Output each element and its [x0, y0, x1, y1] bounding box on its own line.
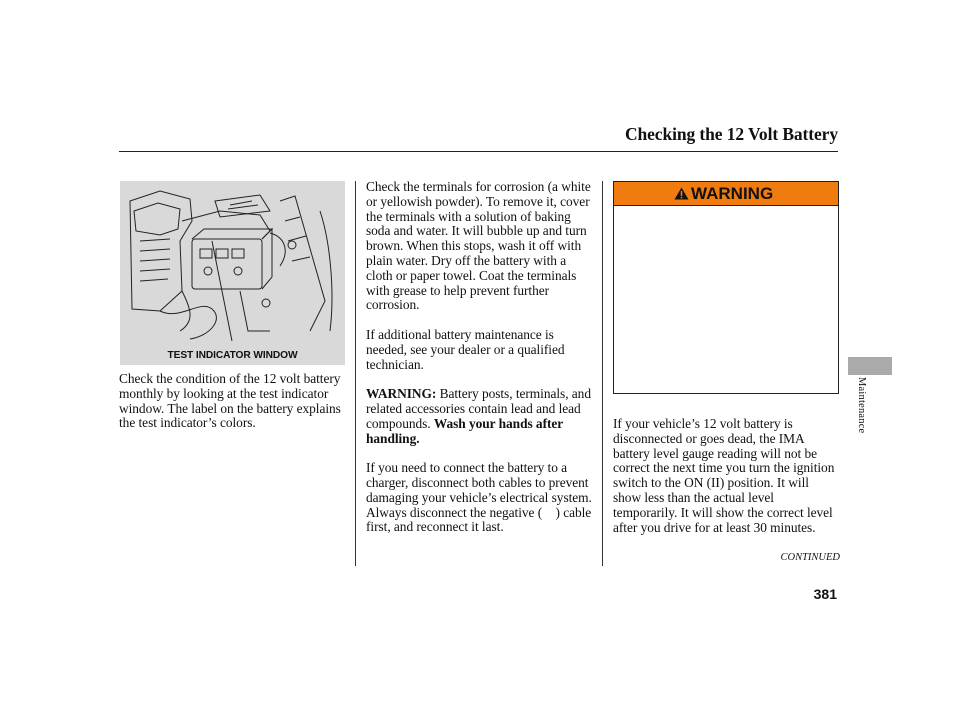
page-title: Checking the 12 Volt Battery [624, 124, 838, 144]
warning-text: Battery posts, terminals, and related accessories contain lead and lead compounds. [366, 386, 591, 431]
column-divider-left [355, 181, 356, 566]
section-label: Maintenance [856, 377, 867, 434]
corrosion-paragraph: Check the terminals for corrosion (a white or yellowish powder). To remove it, cover the terminals with a solution of baking soda and water. It will bubble up and turn brown. When this stops, wash it off with plain water. Dry off the battery with a cloth or paper towel. Coat the terminals with grease to help prevent further corrosion. [366, 179, 591, 313]
column-3 [613, 417, 839, 535]
page-number: 381 [813, 586, 837, 602]
charger-paragraph: If you need to connect the battery to a charger, disconnect both cables to prevent damaging your vehicle’s electrical system. Always disconnect the negative ( ) cable first, and reconnect it last. [366, 460, 592, 535]
wash-hands-text: Wash your hands after handling. [366, 415, 563, 446]
warning-box [613, 181, 839, 394]
continued-label: CONTINUED [780, 552, 840, 563]
warning-triangle-icon [674, 187, 689, 200]
section-tab [848, 357, 892, 375]
column-2 [366, 180, 595, 550]
battery-check-text: Check the condition of the 12 volt battery monthly by looking at the test indicator window. The label on the battery explains the test indicator’s colors. [119, 371, 341, 431]
column-1 [119, 372, 343, 431]
warning-lead: WARNING: [366, 386, 437, 402]
battery-illustration [120, 181, 345, 365]
ima-gauge-text: If your vehicle’s 12 volt battery is disconnected or goes dead, the IMA battery level gauge reading will not be correct the next time you turn the ignition switch to the ON (II) position. It will show less than the actual level temporarily. It will show the correct level after you drive for at least 30 minutes. [613, 416, 835, 535]
column-divider-right [602, 181, 603, 566]
maintenance-paragraph: If additional battery maintenance is needed, see your dealer or a qualified technician. [366, 326, 565, 372]
figure-caption: TEST INDICATOR WINDOW [167, 350, 298, 361]
lead-warning-paragraph [366, 387, 595, 446]
title-rule [119, 151, 838, 152]
engine-bay-drawing [120, 181, 345, 351]
warning-header [614, 182, 838, 206]
warning-label: WARNING [691, 183, 774, 203]
